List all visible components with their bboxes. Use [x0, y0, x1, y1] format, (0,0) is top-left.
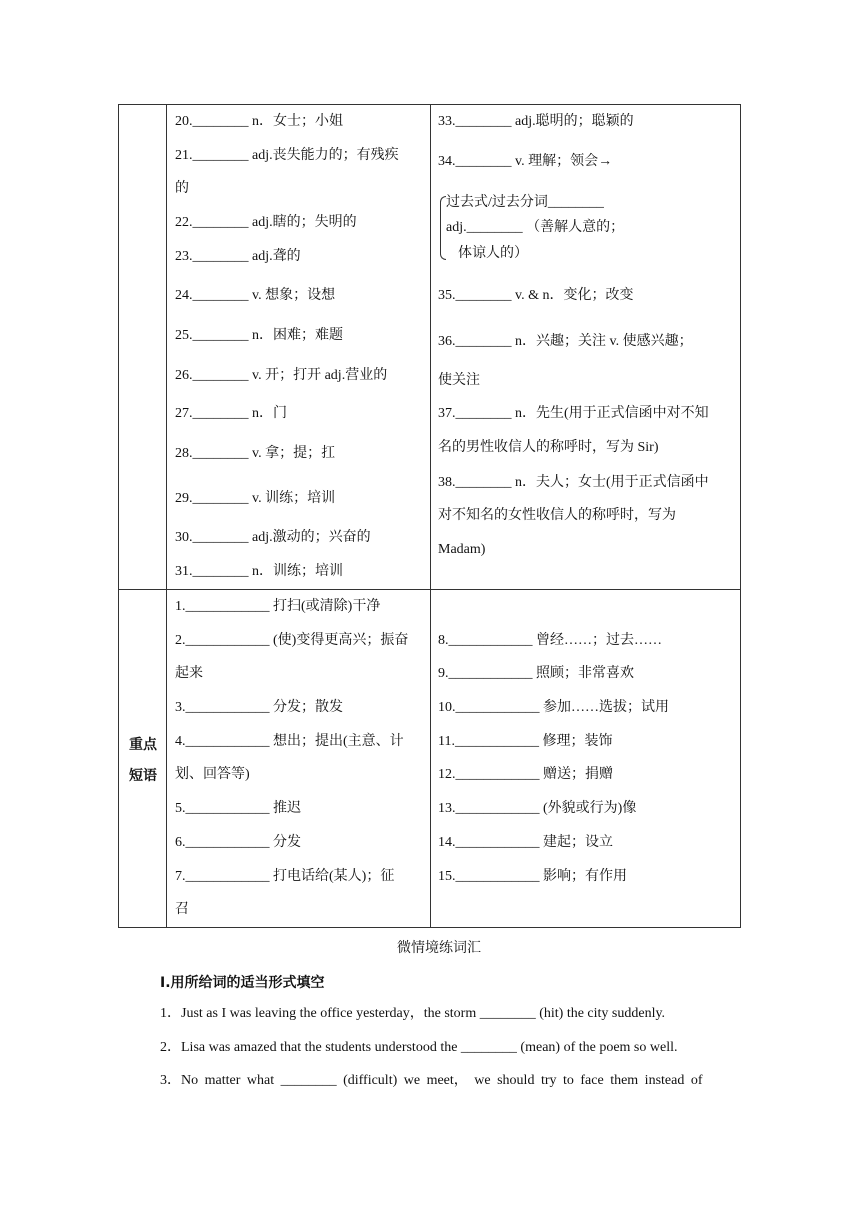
- phrase-item: 6.____________ 分发: [175, 835, 301, 850]
- vocab-item: 31.________ n．训练；培训: [175, 564, 343, 579]
- vocab-item: 名的男性收信人的称呼时，写为 Sir): [438, 440, 659, 455]
- vocab-item: 体谅人的）: [458, 246, 528, 261]
- phrase-item: 8.____________ 曾经……；过去……: [438, 633, 662, 648]
- phrase-item: 3.____________ 分发；散发: [175, 700, 343, 715]
- vocab-item: Madam): [438, 542, 486, 557]
- vocab-item: 25.________ n．困难；难题: [175, 328, 343, 343]
- column-divider-2: [430, 104, 431, 928]
- vocab-item: 23.________ adj.聋的: [175, 249, 301, 264]
- exercise-item: 1．Just as I was leaving the office yesterday，the storm ________ (hit) the city suddenly.: [160, 1006, 666, 1021]
- phrase-item: 9.____________ 照顾；非常喜欢: [438, 666, 634, 681]
- phrase-item: 1.____________ 打扫(或清除)干净: [175, 599, 381, 614]
- vocab-item: 使关注: [438, 373, 480, 388]
- phrase-item: 12.____________ 赠送；捐赠: [438, 767, 613, 782]
- vocab-item: 对不知名的女性收信人的称呼时，写为: [438, 508, 676, 523]
- category-label-line1: 重点: [129, 737, 157, 753]
- vocab-item: adj.________ （善解人意的；: [446, 220, 625, 235]
- phrase-item: 起来: [175, 666, 203, 681]
- phrase-item: 15.____________ 影响；有作用: [438, 869, 627, 884]
- vocab-item: 28.________ v. 拿；提；扛: [175, 446, 336, 461]
- vocab-item: 34.________ v. 理解；领会→: [438, 154, 613, 169]
- row-divider: [118, 589, 741, 590]
- vocab-item: 29.________ v. 训练；培训: [175, 491, 336, 506]
- phrase-item: 11.____________ 修理；装饰: [438, 734, 613, 749]
- exercise-heading: Ⅰ.用所给词的适当形式填空: [160, 975, 325, 991]
- section-title: 微情境练词汇: [397, 940, 481, 956]
- phrase-item: 4.____________ 想出；提出(主意、计: [175, 734, 404, 749]
- column-divider-1: [166, 104, 167, 928]
- vocab-item: 的: [175, 181, 189, 196]
- vocab-item: 21.________ adj.丧失能力的；有残疾: [175, 148, 399, 163]
- exercise-item: 2．Lisa was amazed that the students understood the ________ (mean) of the poem so well.: [160, 1040, 678, 1055]
- phrase-item: 5.____________ 推迟: [175, 801, 301, 816]
- phrase-item: 14.____________ 建起；设立: [438, 835, 613, 850]
- phrase-item: 10.____________ 参加……选拔；试用: [438, 700, 669, 715]
- phrase-item: 13.____________ (外貌或行为)像: [438, 801, 637, 816]
- exercise-item: 3．No matter what ________ (difficult) we meet， we should try to face them instead of: [160, 1073, 703, 1088]
- vocab-item: 过去式/过去分词________: [446, 195, 604, 210]
- vocab-item: 22.________ adj.瞎的；失明的: [175, 215, 357, 230]
- vocab-item: 35.________ v. & n．变化；改变: [438, 288, 634, 303]
- vocab-item: 30.________ adj.激动的；兴奋的: [175, 530, 371, 545]
- phrase-item: 7.____________ 打电话给(某人)；征: [175, 869, 395, 884]
- vocab-item: 33.________ adj.聪明的；聪颖的: [438, 114, 634, 129]
- vocab-item: 37.________ n．先生(用于正式信函中对不知: [438, 406, 709, 421]
- vocab-item: 27.________ n．门: [175, 406, 287, 421]
- phrase-item: 划、回答等): [175, 767, 250, 782]
- vocab-item: 36.________ n．兴趣；关注 v. 使感兴趣；: [438, 334, 693, 349]
- phrase-item: 2.____________ (使)变得更高兴；振奋: [175, 633, 409, 648]
- vocab-item: 24.________ v. 想象；设想: [175, 288, 336, 303]
- category-label-line2: 短语: [129, 768, 157, 784]
- phrase-item: 召: [175, 902, 189, 917]
- vocab-item: 26.________ v. 开；打开 adj.营业的: [175, 368, 388, 383]
- vocab-item: 20.________ n．女士；小姐: [175, 114, 343, 129]
- vocab-item: 38.________ n．夫人；女士(用于正式信函中: [438, 475, 709, 490]
